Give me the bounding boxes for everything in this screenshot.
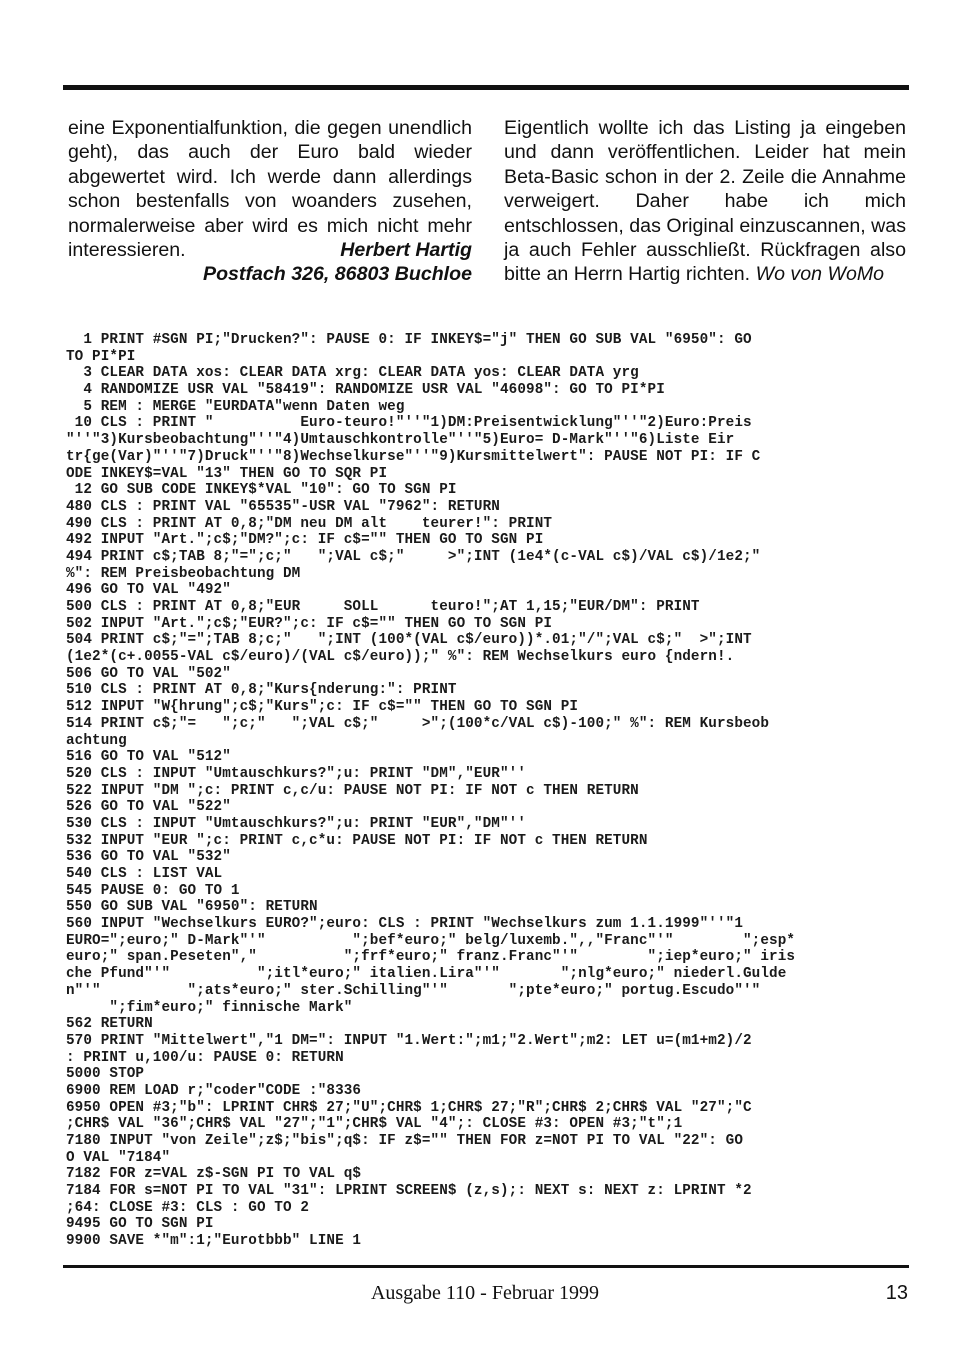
- listing-line: 490 CLS : PRINT AT 0,8;"DM neu DM alt teurer!": PRINT: [66, 515, 553, 532]
- listing-line: 545 PAUSE 0: GO TO 1: [66, 882, 240, 899]
- listing-line: 10 CLS : PRINT " Euro-teuro!"''"1)DM:Preisentwicklung"''"2)Euro:Preis: [66, 415, 752, 432]
- listing-line: 12 GO SUB CODE INKEY$*VAL "10": GO TO SGN PI: [66, 482, 457, 499]
- listing-line: 504 PRINT c$;"=";TAB 8;c;" ";INT (100*(VAL c$/euro))*.01;"/";VAL c$;" >";INT: [66, 632, 752, 649]
- listing-line: 530 CLS : INPUT "Umtauschkurs?";u: PRINT "EUR","DM"'': [66, 815, 527, 832]
- letter-column: [68, 116, 472, 287]
- listing-line: 514 PRINT c$;"= ";c;" ";VAL c$;" >";(100*c/VAL c$)-100;" %": REM Kursbeob: [66, 715, 770, 732]
- editor-signature: Wo von WoMo: [755, 263, 885, 286]
- listing-line: ";fim*euro;" finnische Mark": [66, 999, 353, 1016]
- listing-line: 480 CLS : PRINT VAL "65535"-USR VAL "7962": RETURN: [66, 498, 500, 515]
- listing-line: n"'" ";ats*euro;" ster.Schilling"'" ";pte*euro;" portug.Escudo"'": [66, 982, 761, 999]
- listing-line: 560 INPUT "Wechselkurs EURO?";euro: CLS : PRINT "Wechselkurs zum 1.1.1999"''"1: [66, 916, 744, 933]
- listing-line: 4 RANDOMIZE USR VAL "58419": RANDOMIZE USR VAL "46098": GO TO PI*PI: [66, 382, 665, 399]
- author-address: Postfach 326, 86803 Buchloe: [203, 263, 472, 286]
- listing-line: 520 CLS : INPUT "Umtauschkurs?";u: PRINT "DM","EUR"'': [66, 765, 527, 782]
- listing-line: tr{ge(Var)"''"7)Druck"''"8)Wechselkurse"''"9)Kursmittelwert": PAUSE NOT PI: IF C: [66, 448, 761, 465]
- bottom-rule: [63, 1265, 909, 1268]
- listing-line: ODE INKEY$=VAL "13" THEN GO TO SQR PI: [66, 465, 388, 482]
- listing-line: "''"3)Kursbeobachtung"''"4)Umtauschkontrolle"''"5)Euro= D-Mark"''"6)Liste Eir: [66, 432, 735, 449]
- listing-line: 500 CLS : PRINT AT 0,8;"EUR SOLL teuro!";AT 1,15;"EUR/DM": PRINT: [66, 599, 700, 615]
- listing-line: 506 GO TO VAL "502": [66, 665, 231, 682]
- listing-line: O VAL "7184": [66, 1149, 171, 1166]
- listing-line: 570 PRINT "Mittelwert","1 DM=": INPUT "1.Wert:";m1;"2.Wert";m2: LET u=(m1+m2)/2: [66, 1032, 752, 1049]
- listing-line: 510 CLS : PRINT AT 0,8;"Kurs{nderung:": PRINT: [66, 682, 457, 699]
- listing-line: 7184 FOR s=NOT PI TO VAL "31": LPRINT SCREEN$ (z,s);: NEXT s: NEXT z: LPRINT *2: [66, 1183, 752, 1200]
- listing-line: EURO=";euro;" D-Mark"'" ";bef*euro;" belg/luxemb.",,"Franc"'" ";esp*: [66, 932, 796, 949]
- listing-line: euro;" span.Peseten"," ";frf*euro;" franz.Franc"'" ";iep*euro;" iris: [66, 949, 796, 966]
- listing-line: 5 REM : MERGE "EURDATA"wenn Daten weg: [66, 398, 405, 415]
- editor-note-column: [504, 116, 906, 287]
- listing-line: 516 GO TO VAL "512": [66, 749, 231, 766]
- listing-line: 5000 STOP: [66, 1066, 145, 1083]
- listing-line: 532 INPUT "EUR ";c: PRINT c,c*u: PAUSE NOT PI: IF NOT c THEN RETURN: [66, 832, 648, 849]
- listing-line: 540 CLS : LIST VAL: [66, 866, 223, 882]
- top-rule: [63, 85, 909, 90]
- listing-line: 550 GO SUB VAL "6950": RETURN: [66, 899, 318, 916]
- listing-line: 6900 REM LOAD r;"coder"CODE :"8336: [66, 1082, 362, 1099]
- listing-line: 562 RETURN: [66, 1016, 153, 1033]
- listing-line: 6950 OPEN #3;"b": LPRINT CHR$ 27;"U";CHR$ 1;CHR$ 27;"R";CHR$ 2;CHR$ VAL "27";"C: [66, 1099, 752, 1116]
- editor-note-text: Eigentlich wollte ich das Listing ja eingeben und dann veröffentlichen. Leider hat mein Beta-Basic schon in der 2. Zeile die Annahme verweigert. Daher habe ich mich entschlossen, das Original einzuscannen, was ja auch Fehler ausschließt. Rückfragen also bitte an Herrn Hartig richten.: [504, 117, 906, 286]
- listing-line: 536 GO TO VAL "532": [66, 849, 231, 866]
- listing-line: 3 CLEAR DATA xos: CLEAR DATA xrg: CLEAR DATA yos: CLEAR DATA yrg: [66, 365, 639, 382]
- listing-line: %": REM Preisbeobachtung DM: [66, 565, 301, 582]
- listing-line: 496 GO TO VAL "492": [66, 582, 231, 599]
- listing-line: che Pfund"'" ";itl*euro;" italien.Lira"'" ";nlg*euro;" niederl.Gulde: [66, 966, 787, 983]
- issue-footer: Ausgabe 110 - Februar 1999: [370, 1282, 600, 1304]
- basic-listing: [66, 332, 912, 1250]
- listing-line: TO PI*PI: [66, 348, 136, 365]
- listing-line: 7180 INPUT "von Zeile";z$;"bis";q$: IF z$="" THEN FOR z=NOT PI TO VAL "22": GO: [66, 1133, 744, 1149]
- listing-line: 1 PRINT #SGN PI;"Drucken?": PAUSE 0: IF INKEY$="j" THEN GO SUB VAL "6950": GO: [66, 332, 752, 348]
- author-name: Herbert Hartig: [340, 239, 472, 262]
- listing-line: 512 INPUT "W{hrung";c$;"Kurs";c: IF c$="" THEN GO TO SGN PI: [66, 699, 579, 716]
- listing-line: 9495 GO TO SGN PI: [66, 1216, 214, 1233]
- listing-line: 526 GO TO VAL "522": [66, 799, 231, 816]
- listing-line: 522 INPUT "DM ";c: PRINT c,c/u: PAUSE NOT PI: IF NOT c THEN RETURN: [66, 782, 639, 799]
- listing-line: 502 INPUT "Art.";c$;"EUR?";c: IF c$="" THEN GO TO SGN PI: [66, 615, 553, 632]
- listing-line: ;64: CLOSE #3: CLS : GO TO 2: [66, 1199, 310, 1216]
- listing-line: : PRINT u,100/u: PAUSE 0: RETURN: [66, 1049, 344, 1066]
- page-number: 13: [885, 1282, 908, 1304]
- listing-line: ;CHR$ VAL "36";CHR$ VAL "27";"1";CHR$ VAL "4";: CLOSE #3: OPEN #3;"t";1: [66, 1116, 683, 1133]
- listing-line: 7182 FOR z=VAL z$-SGN PI TO VAL q$: [66, 1166, 362, 1183]
- editor-note: [504, 116, 906, 287]
- listing-line: 494 PRINT c$;TAB 8;"=";c;" ";VAL c$;" >";INT (1e4*(c-VAL c$)/VAL c$)/1e2;": [66, 548, 761, 565]
- listing-line: 9900 SAVE *"m":1;"Eurotbbb" LINE 1: [66, 1233, 362, 1250]
- letter-text: eine Exponentialfunktion, die gegen unendlich geht), das auch der Euro bald wieder abgewertet wird. Ich werde dann allerdings schon bestenfalls von woanders zusehen, normalerweise aber wird es mich nicht mehr interessieren.: [68, 117, 472, 262]
- listing-line: 492 INPUT "Art.";c$;"DM?";c: IF c$="" THEN GO TO SGN PI: [66, 532, 544, 549]
- listing-line: (1e2*(c+.0055-VAL c$/euro)/(VAL c$/euro));" %": REM Wechselkurs euro {ndern!.: [66, 649, 735, 666]
- listing-line: achtung: [66, 732, 127, 749]
